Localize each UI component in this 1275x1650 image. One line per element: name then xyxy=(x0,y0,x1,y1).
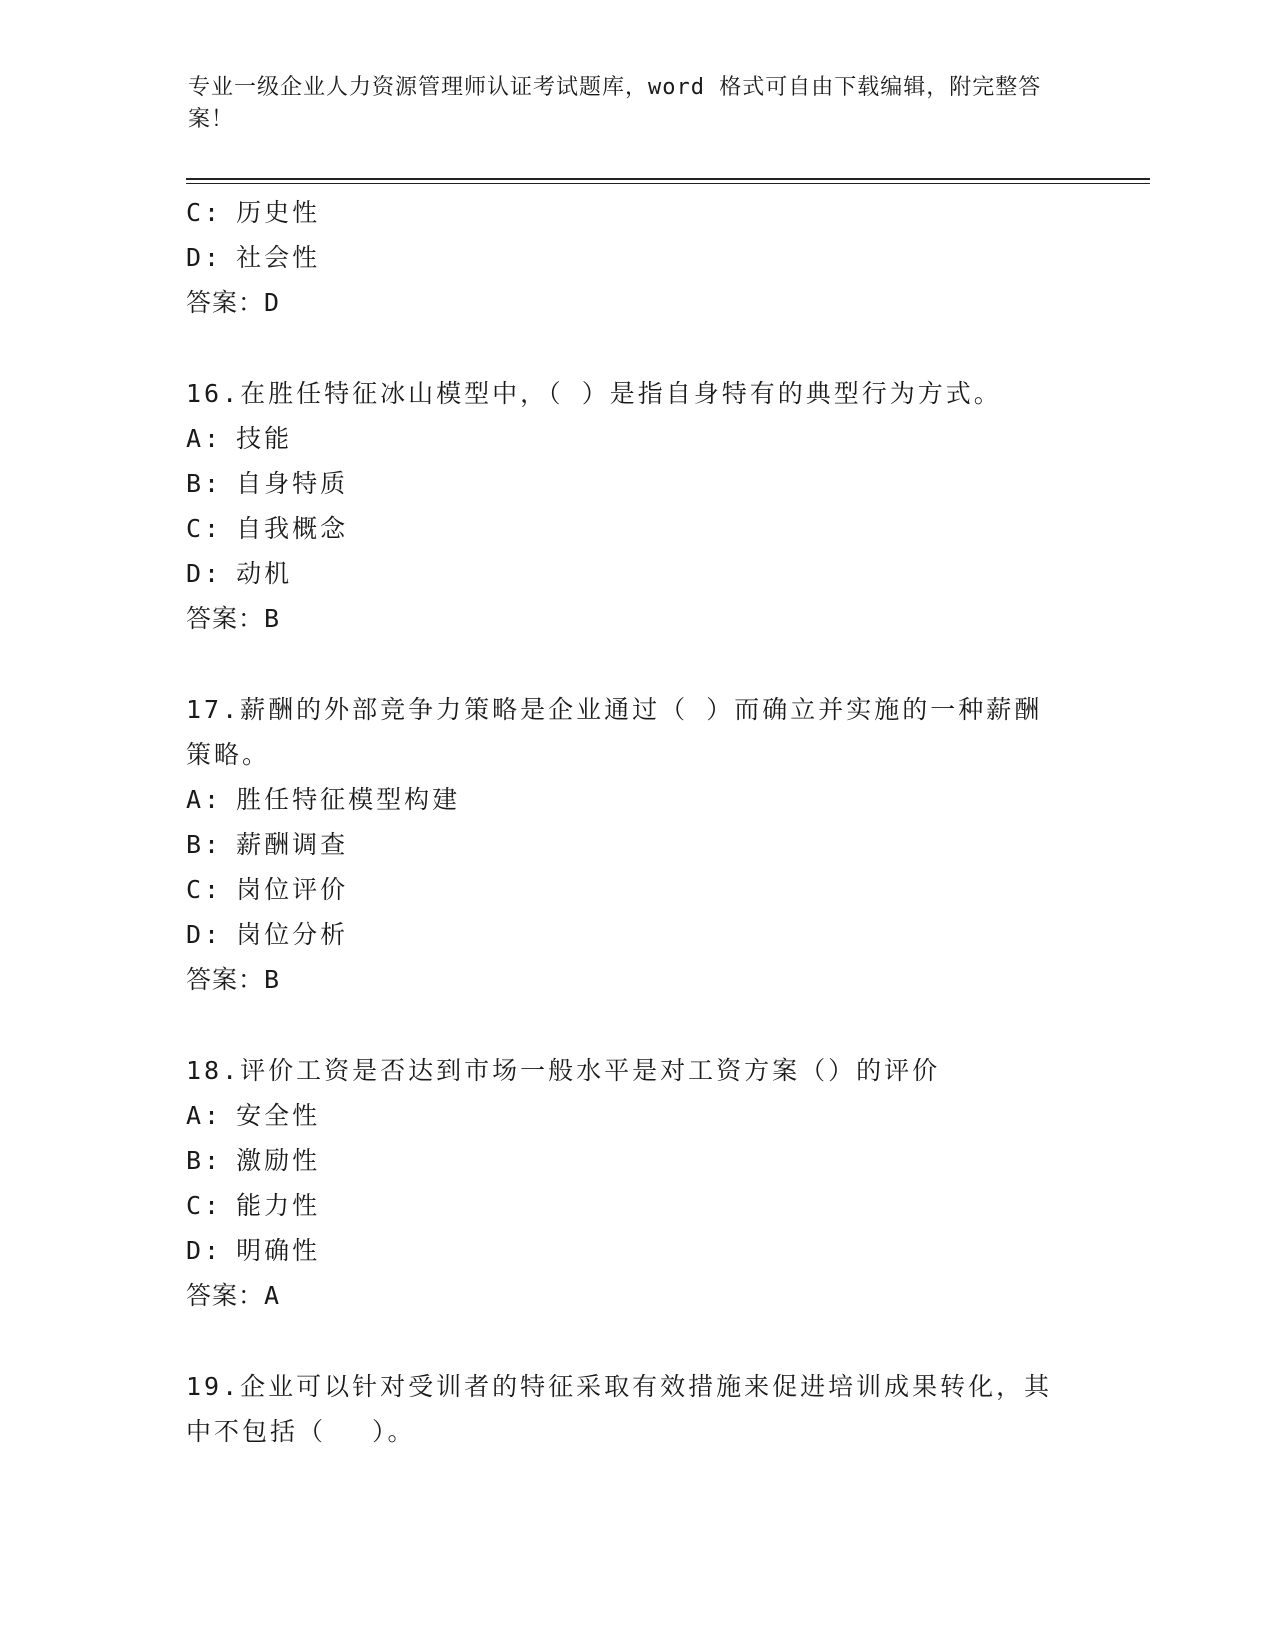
answer-line: 答案：B xyxy=(186,604,281,633)
spacer xyxy=(186,325,1086,371)
answer-line: 答案：D xyxy=(186,288,281,317)
answer-line: 答案：B xyxy=(186,965,281,994)
question-text: 16.在胜任特征冰山模型中，（ ）是指自身特有的典型行为方式。 xyxy=(186,379,1002,408)
option-text: 激励性 xyxy=(236,1146,321,1175)
spacer xyxy=(186,1318,1086,1364)
question-17 xyxy=(186,687,1086,1002)
option-letter: A: xyxy=(186,785,223,814)
option-d xyxy=(186,1228,1086,1273)
option-letter: A: xyxy=(186,424,223,453)
option-text: 技能 xyxy=(236,424,293,453)
question-text-line-2: 策略。 xyxy=(186,740,271,769)
option-letter: C: xyxy=(186,1191,223,1220)
option-b xyxy=(186,461,1086,506)
option-text: 动机 xyxy=(236,559,293,588)
option-letter: B: xyxy=(186,1146,223,1175)
option-b xyxy=(186,822,1086,867)
question-text-line-1: 19.企业可以针对受训者的特征采取有效措施来促进培训成果转化，其 xyxy=(186,1372,1053,1401)
option-text: 历史性 xyxy=(236,198,321,227)
option-letter: C: xyxy=(186,514,223,543)
option-letter: A: xyxy=(186,1101,223,1130)
option-text: 薪酬调查 xyxy=(236,830,349,859)
option-text: 明确性 xyxy=(236,1236,321,1265)
option-text: 能力性 xyxy=(236,1191,321,1220)
option-text: 胜任特征模型构建 xyxy=(236,785,461,814)
option-a xyxy=(186,777,1086,822)
header-rule-thin xyxy=(186,183,1150,184)
page-header: 专业一级企业人力资源管理师认证考试题库，word 格式可自由下载编辑，附完整答案！ xyxy=(188,75,1042,132)
option-text: 岗位评价 xyxy=(236,875,349,904)
option-a xyxy=(186,1093,1086,1138)
option-letter: C: xyxy=(186,875,223,904)
option-b xyxy=(186,1138,1086,1183)
question-18 xyxy=(186,1048,1086,1318)
option-d xyxy=(186,912,1086,957)
option-letter: D: xyxy=(186,920,223,949)
header-rule-thick xyxy=(186,178,1150,180)
option-text: 安全性 xyxy=(236,1101,321,1130)
question-19 xyxy=(186,1364,1086,1454)
option-letter: B: xyxy=(186,469,223,498)
question-text-line-1: 17.薪酬的外部竞争力策略是企业通过（ ）而确立并实施的一种薪酬 xyxy=(186,695,1043,724)
option-text: 自我概念 xyxy=(236,514,349,543)
option-letter: B: xyxy=(186,830,223,859)
question-15-partial xyxy=(186,190,1086,325)
option-letter: D: xyxy=(186,1236,223,1265)
option-text: 自身特质 xyxy=(236,469,349,498)
option-d xyxy=(186,551,1086,596)
question-list xyxy=(186,190,1086,1454)
option-c xyxy=(186,506,1086,551)
option-c xyxy=(186,1183,1086,1228)
option-letter: D: xyxy=(186,243,223,272)
spacer xyxy=(186,1002,1086,1048)
question-text-line-2: 中不包括（ ）。 xyxy=(186,1417,416,1446)
question-text: 18.评价工资是否达到市场一般水平是对工资方案（）的评价 xyxy=(186,1056,941,1085)
option-letter: C: xyxy=(186,198,223,227)
option-c xyxy=(186,190,1086,235)
spacer xyxy=(186,641,1086,687)
option-d xyxy=(186,235,1086,280)
option-letter: D: xyxy=(186,559,223,588)
option-c xyxy=(186,867,1086,912)
question-16 xyxy=(186,371,1086,641)
answer-line: 答案：A xyxy=(186,1281,281,1310)
option-text: 岗位分析 xyxy=(236,920,349,949)
option-a xyxy=(186,416,1086,461)
option-text: 社会性 xyxy=(236,243,321,272)
